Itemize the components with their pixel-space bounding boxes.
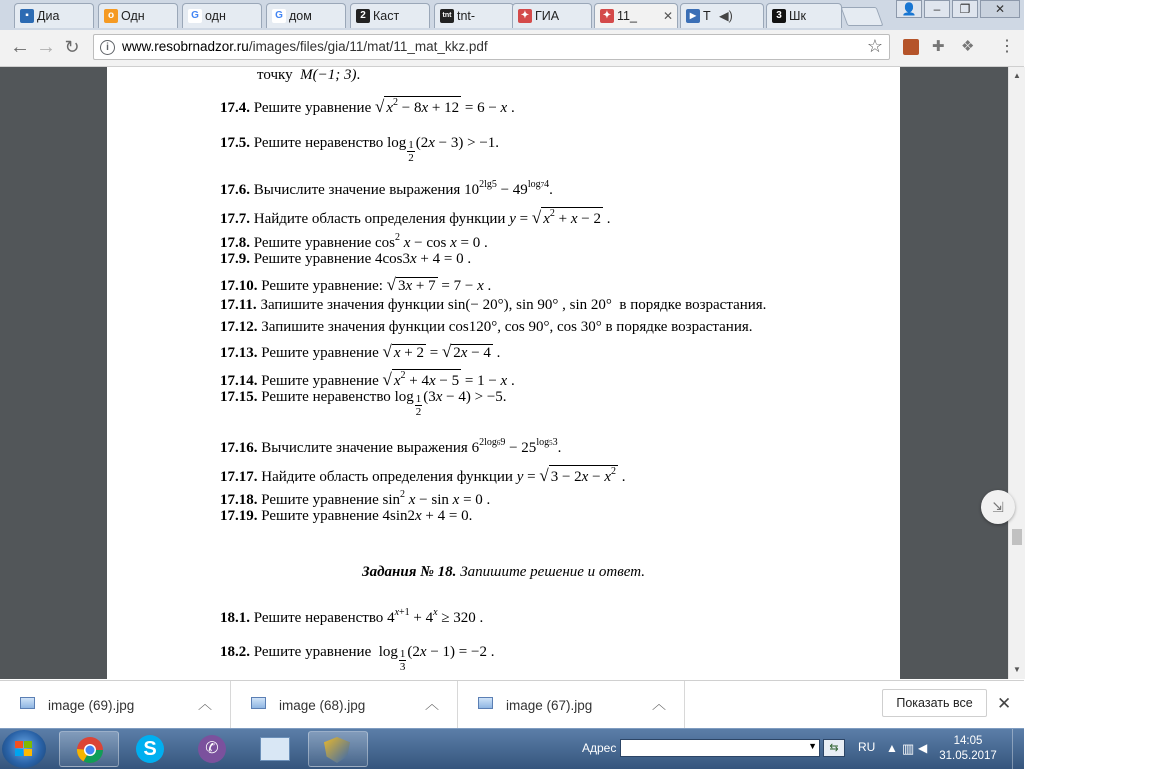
pdf-page bbox=[107, 67, 900, 679]
chat-icon: ▪ bbox=[20, 9, 34, 23]
tnt-icon: tnt bbox=[440, 9, 454, 23]
image-file-icon bbox=[251, 697, 266, 709]
security-taskbar-button[interactable] bbox=[308, 731, 368, 767]
browser-tab[interactable]: ✦ ГИА bbox=[512, 3, 592, 28]
download-item[interactable]: image (68).jpg ︿ bbox=[231, 681, 458, 729]
problem-17-11: 17.11. Запишите значения функции sin(− 20°), sin 90° , sin 20° в порядке возрастания. bbox=[220, 297, 767, 313]
download-item[interactable]: image (67).jpg ︿ bbox=[458, 681, 685, 729]
url-text[interactable]: www.resobrnadzor.ru/images/files/gia/11/mat/11_mat_kkz.pdf bbox=[122, 39, 488, 54]
browser-tab-active[interactable]: ✦ 11_ ✕ bbox=[594, 3, 678, 28]
problem-17-10: 17.10. Решите уравнение: √ 3x + 7 = 7 − x . bbox=[220, 275, 492, 294]
emblem-icon: ✦ bbox=[600, 9, 614, 23]
emblem-icon: ✦ bbox=[518, 9, 532, 23]
audio-icon[interactable]: ◀) bbox=[719, 9, 733, 23]
new-tab-button[interactable] bbox=[841, 7, 884, 26]
browser-tab[interactable]: G дом bbox=[266, 3, 346, 28]
address-toolbar-input[interactable] bbox=[620, 739, 820, 757]
problem-17-14: 17.14. Решите уравнение √ $x^2 + 4x - 5 = 1 - x$ . bbox=[220, 370, 515, 389]
chrome-taskbar-button[interactable] bbox=[59, 731, 119, 767]
problem-17-18: 17.18. Решите уравнение $\sin^2 x - \sin x = 0$ . bbox=[220, 489, 491, 508]
viber-icon: ✆ bbox=[198, 735, 226, 763]
scroll-up-icon[interactable]: ▲ bbox=[1013, 71, 1021, 80]
address-toolbar-label: Адрес bbox=[582, 741, 617, 755]
control-panel-taskbar-button[interactable] bbox=[246, 731, 306, 767]
network-icon[interactable]: ▥ bbox=[902, 741, 915, 756]
problem-17-17: 17.17. Найдите область определения функции y = √ $3 - 2x - x^2$ . bbox=[220, 466, 626, 485]
chevron-up-icon[interactable]: ︿ bbox=[425, 696, 439, 712]
browser-tab[interactable]: 3 Шк bbox=[766, 3, 842, 28]
problem-18-1: 18.1. Решите неравенство $4^{x+1} + 4^x \ge 320$ . bbox=[220, 607, 484, 626]
show-hidden-icons-icon[interactable]: ▲ bbox=[886, 741, 898, 755]
problem-17-13: 17.13. Решите уравнение √ x + 2 = √ 2x − 4 . bbox=[220, 342, 501, 361]
start-button[interactable] bbox=[2, 730, 46, 768]
chevron-up-icon[interactable]: ︿ bbox=[198, 696, 212, 712]
browser-tab[interactable]: ▪ Диа bbox=[14, 3, 94, 28]
google-icon: G bbox=[188, 9, 202, 23]
minimize-button[interactable]: – bbox=[924, 0, 950, 18]
back-icon[interactable]: ← bbox=[10, 36, 30, 58]
browser-tab[interactable]: G одн bbox=[182, 3, 262, 28]
restore-button[interactable]: ❐ bbox=[952, 0, 978, 18]
forward-icon[interactable]: → bbox=[36, 36, 56, 58]
problem-17-6: 17.6. Вычислите значение выражения $10^{2lg5} - 49^{log74}$. bbox=[220, 179, 553, 198]
problem-17-5: 17.5. Решите неравенство log $\frac{1}{2}$ (2x − 3) > −1. bbox=[220, 135, 500, 164]
problem-17-8: 17.8. Решите уравнение $\cos^2 x - \cos x = 0$ . bbox=[220, 232, 488, 251]
reload-icon[interactable]: ↻ bbox=[64, 37, 80, 57]
browser-tab[interactable]: 2 Каст bbox=[350, 3, 430, 28]
bookmark-star-icon[interactable]: ☆ bbox=[866, 36, 883, 56]
scroll-down-icon[interactable]: ▼ bbox=[1013, 665, 1021, 674]
problem-17-4: 17.4. Решите уравнение √ $x^2 - 8x + 12 = 6 - x$ . bbox=[220, 97, 515, 116]
problem-17-12: 17.12. Запишите значения функции cos120°, cos 90°, cos 30° в порядке возрастания. bbox=[220, 319, 753, 335]
shield-icon bbox=[324, 737, 350, 763]
info-icon[interactable]: i bbox=[100, 40, 115, 55]
browser-tab[interactable]: tnt tnt- bbox=[434, 3, 514, 28]
skype-taskbar-button[interactable] bbox=[121, 731, 181, 767]
downloads-bar bbox=[0, 680, 1024, 729]
problem-17-19: 17.19. Решите уравнение 4sin2x + 4 = 0. bbox=[220, 508, 473, 524]
chrome-icon bbox=[75, 735, 105, 765]
problem-line: точку M(−1; 3). bbox=[257, 67, 361, 83]
puzzle-icon[interactable]: ✚ bbox=[932, 38, 945, 55]
google-icon: G bbox=[272, 9, 286, 23]
close-icon[interactable]: ✕ bbox=[662, 9, 673, 23]
scrollbar-thumb[interactable] bbox=[1012, 529, 1022, 545]
windows-taskbar bbox=[0, 728, 1024, 769]
fit-page-icon[interactable]: ⇲ bbox=[981, 490, 1015, 524]
windows-logo-icon bbox=[15, 741, 33, 757]
channel-two-icon: 2 bbox=[356, 9, 370, 23]
show-all-button[interactable]: Показать все bbox=[882, 689, 987, 717]
problem-17-7: 17.7. Найдите область определения функции y = √ $x^2 + x - 2$ . bbox=[220, 208, 611, 227]
pdf-viewport bbox=[0, 67, 1008, 679]
channel-three-icon: 3 bbox=[772, 9, 786, 23]
problem-18-2: 18.2. Решите уравнение log $\frac{1}{3}$ (2x − 1) = −2 . bbox=[220, 644, 495, 673]
problem-17-9: 17.9. Решите уравнение 4cos3x + 4 = 0 . bbox=[220, 251, 472, 267]
browser-tab[interactable]: о Одн bbox=[98, 3, 178, 28]
section-heading: Задания № 18. Запишите решение и ответ. bbox=[361, 564, 645, 580]
tab-strip bbox=[0, 0, 1024, 30]
chevron-up-icon[interactable]: ︿ bbox=[652, 696, 666, 712]
viber-taskbar-button[interactable] bbox=[183, 731, 243, 767]
vertical-scrollbar[interactable] bbox=[1008, 67, 1025, 679]
problem-17-16: 17.16. Вычислите значение выражения $6^{2log69} - 25^{log53}$. bbox=[220, 437, 562, 456]
system-clock[interactable]: 14:05 31.05.2017 bbox=[939, 735, 997, 762]
volume-icon[interactable]: ◀ bbox=[918, 741, 928, 755]
address-bar[interactable] bbox=[93, 34, 890, 60]
go-arrow-icon[interactable]: ⇆ bbox=[823, 739, 845, 757]
show-desktop-button[interactable] bbox=[1012, 729, 1025, 769]
skype-icon: S bbox=[136, 735, 164, 763]
download-item[interactable]: image (69).jpg ︿ bbox=[0, 681, 231, 729]
image-file-icon bbox=[478, 697, 493, 709]
language-indicator[interactable]: RU bbox=[858, 740, 876, 754]
browser-toolbar bbox=[0, 30, 1024, 67]
menu-icon[interactable]: ⋮ bbox=[999, 38, 1015, 55]
chevron-down-icon[interactable]: ▼ bbox=[808, 741, 817, 751]
close-icon[interactable]: ✕ bbox=[997, 694, 1012, 713]
extension-icon[interactable] bbox=[903, 39, 919, 55]
problem-17-15: 17.15. Решите неравенство log $\frac{1}{2}$ (3x − 4) > −5. bbox=[220, 389, 507, 418]
play-icon: ▶ bbox=[686, 9, 700, 23]
profile-icon[interactable]: 👤 bbox=[896, 0, 922, 18]
browser-tab[interactable]: ▶ Т ◀) bbox=[680, 3, 764, 28]
extension-icon[interactable]: ❖ bbox=[961, 38, 975, 55]
control-panel-icon bbox=[260, 737, 290, 761]
close-window-button[interactable]: ✕ bbox=[980, 0, 1020, 18]
odnoklassniki-icon: о bbox=[104, 9, 118, 23]
image-file-icon bbox=[20, 697, 35, 709]
